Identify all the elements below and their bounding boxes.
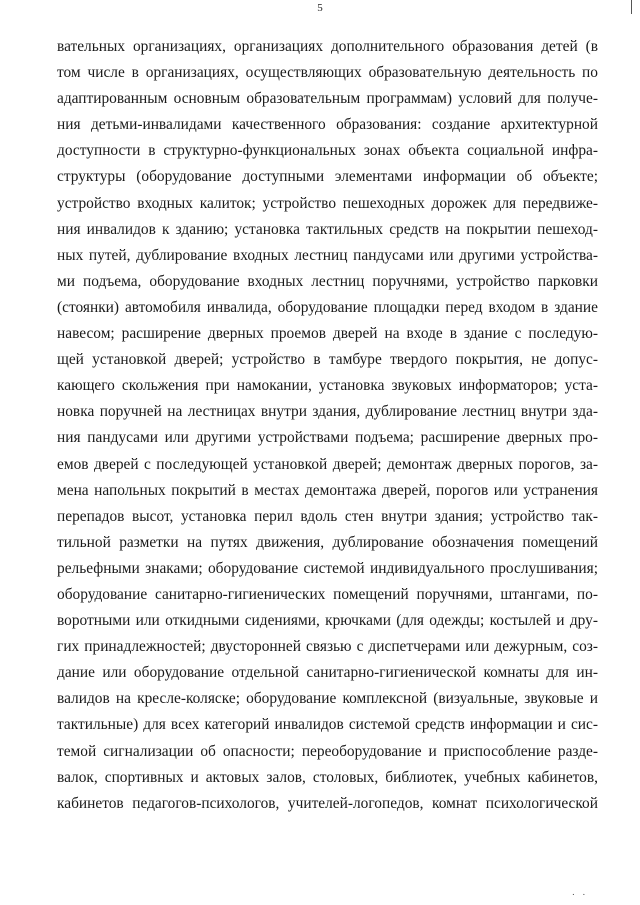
text-line: навесом; расширение дверных проемов дверей на входе в здание с последую-: [57, 325, 598, 343]
body-text: [57, 34, 598, 817]
text-line: вательных организациях, организациях дополнительного образования детей (в: [57, 38, 598, 55]
text-line: мена напольных покрытий в местах демонтажа дверей, порогов или устранения: [57, 481, 598, 499]
text-line: перепадов высот, установка перил вдоль стен внутри здания; устройство так-: [57, 507, 598, 525]
text-line: (стоянки) автомобиля инвалида, оборудование площадки перед входом в здание: [57, 298, 598, 316]
text-line: структуры (оборудование доступными элементами информации об объекте;: [57, 168, 598, 186]
text-line: тильной разметки на путях движения, дублирование обозначения помещений: [57, 533, 598, 551]
text-line: рельефными знаками; оборудование системой индивидуального прослушивания;: [57, 559, 598, 577]
text-line: темой сигнализации об опасности; переоборудование и приспособление разде-: [57, 742, 598, 760]
text-line: том числе в организациях, осуществляющих образовательную деятельность по: [57, 64, 598, 82]
text-line: щей установкой дверей; устройство в тамбуре твердого покрытия, не допус-: [57, 351, 598, 369]
text-line: гих принадлежностей; двусторонней связью с диспетчерами или дежурным, соз-: [57, 638, 598, 656]
text-line: дание или оборудование отдельной санитарно-гигиенической комнаты для ин-: [57, 664, 598, 682]
text-line: новка поручней на лестницах внутри здания, дублирование лестниц внутри зда-: [57, 403, 598, 421]
scan-artifact-mark: . .: [572, 887, 588, 897]
text-line: ния инвалидов к зданию; установка тактильных средств на покрытии пешеход-: [57, 220, 598, 238]
text-line: кабинетов педагогов-психологов, учителей-логопедов, комнат психологической: [57, 794, 598, 812]
text-line: ми подъема, оборудование входных лестниц поручнями, устройство парковки: [57, 272, 598, 290]
text-line: емов дверей с последующей установкой дверей; демонтаж дверных порогов, за-: [57, 455, 598, 473]
text-line: тактильные) для всех категорий инвалидов системой средств информации и сис-: [57, 716, 598, 734]
page-number: 5: [317, 2, 323, 14]
text-line: оборудование санитарно-гигиенических помещений поручнями, штангами, по-: [57, 585, 598, 603]
text-line: доступности в структурно-функциональных зонах объекта социальной инфра-: [57, 142, 598, 160]
text-line: адаптированным основным образовательным программам) условий для получе-: [57, 90, 598, 108]
text-line: кающего скольжения при намокании, установка звуковых информаторов; уста-: [57, 377, 598, 395]
text-line: воротными или откидными сидениями, крючками (для одежды; костылей и дру-: [57, 612, 598, 630]
text-line: ных путей, дублирование входных лестниц пандусами или другими устройства-: [57, 246, 598, 264]
text-line: валидов на кресле-коляске; оборудование комплексной (визуальные, звуковые и: [57, 690, 598, 708]
text-line: ния детьми-инвалидами качественного образования: создание архитектурной: [57, 116, 598, 134]
text-line: устройство входных калиток; устройство пешеходных дорожек для передвиже-: [57, 194, 598, 212]
text-line: ния пандусами или другими устройствами подъема; расширение дверных про-: [57, 429, 598, 447]
text-line: валок, спортивных и актовых залов, столовых, библиотек, учебных кабинетов,: [57, 768, 598, 786]
